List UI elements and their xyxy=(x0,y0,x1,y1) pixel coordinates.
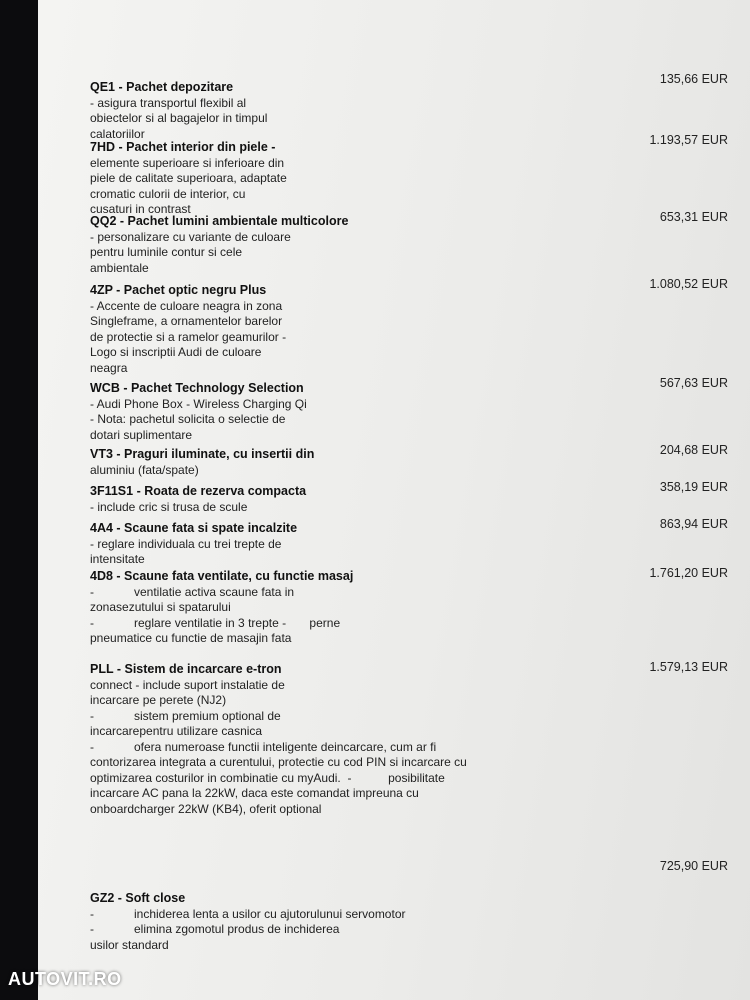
option-description: incarcare pe perete (NJ2) xyxy=(90,693,227,707)
option-description: - sistem premium optional de xyxy=(90,708,281,723)
option-description: ambientale xyxy=(90,260,149,275)
document-page xyxy=(38,0,750,1000)
option-price: 653,31 EUR xyxy=(659,210,728,224)
option-description: incarcare AC pana la 22kW, daca este comandat impreuna cu xyxy=(90,786,419,800)
option-description: Logo si inscriptii Audi de culoare xyxy=(90,345,262,359)
option-description: incarcarepentru utilizare casnica xyxy=(90,724,263,738)
option-description: pentru luminile contur si cele xyxy=(90,245,243,259)
option-price: 1.761,20 EUR xyxy=(649,566,728,580)
option-description: - ofera numeroase functii inteligente deincarcare, cum ar fi xyxy=(90,739,437,754)
option-description: piele de calitate superioara, adaptate xyxy=(90,171,287,185)
option-description: cusaturi in contrast xyxy=(90,202,191,216)
option-description: dotari suplimentare xyxy=(90,427,193,442)
option-title: QQ2 - Pachet lumini ambientale multicolore xyxy=(90,214,349,228)
option-title: 4A4 - Scaune fata si spate incalzite xyxy=(90,521,298,535)
option-item-3f11s1 xyxy=(90,484,490,515)
option-item-vt3 xyxy=(90,447,490,478)
option-title: WCB - Pachet Technology Selection xyxy=(90,381,304,395)
option-price: 1.579,13 EUR xyxy=(649,660,728,674)
option-description: - Nota: pachetul solicita o selectie de xyxy=(90,412,286,426)
option-item-pll xyxy=(90,662,490,817)
option-item-gz2 xyxy=(90,891,490,953)
option-description: neagra xyxy=(90,360,128,375)
option-description: aluminiu (fata/spate) xyxy=(90,462,199,477)
option-description: contorizarea integrata a curentului, protectie cu cod PIN si incarcare cu xyxy=(90,755,467,769)
option-description: - ventilatie activa scaune fata in xyxy=(90,584,295,599)
option-title: QE1 - Pachet depozitare xyxy=(90,80,234,94)
option-price: 725,90 EUR xyxy=(659,859,728,873)
option-price: 358,19 EUR xyxy=(659,480,728,494)
option-item-4zp xyxy=(90,283,490,376)
option-title: 7HD - Pachet interior din piele - xyxy=(90,140,276,154)
option-description: zonasezutului si spatarului xyxy=(90,600,231,614)
option-description: - reglare ventilatie in 3 trepte - perne xyxy=(90,615,341,630)
option-title: 4ZP - Pachet optic negru Plus xyxy=(90,283,267,297)
option-item-qq2 xyxy=(90,214,490,276)
option-price: 567,63 EUR xyxy=(659,376,728,390)
option-item-4d8 xyxy=(90,569,490,647)
option-description: - reglare individuala cu trei trepte de xyxy=(90,536,282,551)
option-description: - elimina zgomotul produs de inchiderea xyxy=(90,922,340,936)
option-price: 1.080,52 EUR xyxy=(649,277,728,291)
option-price: 863,94 EUR xyxy=(659,517,728,531)
option-description: usilor standard xyxy=(90,937,169,952)
option-description: elemente superioare si inferioare din xyxy=(90,155,285,170)
option-title: GZ2 - Soft close xyxy=(90,891,186,905)
option-description: - inchiderea lenta a usilor cu ajutorulunui servomotor xyxy=(90,906,406,921)
autovit-watermark-logo: AUTOVIT.RO xyxy=(8,969,122,989)
option-price: 204,68 EUR xyxy=(659,443,728,457)
option-description: de protectie si a ramelor geamurilor - xyxy=(90,329,287,344)
option-item-qe1 xyxy=(90,80,490,142)
option-description: - asigura transportul flexibil al xyxy=(90,95,247,110)
option-price: 1.193,57 EUR xyxy=(649,133,728,147)
option-description: - personalizare cu variante de culoare xyxy=(90,229,291,244)
option-price: 135,66 EUR xyxy=(659,72,728,86)
option-description: connect - include suport instalatie de xyxy=(90,677,285,692)
option-description: onboardcharger 22kW (KB4), oferit optional xyxy=(90,801,322,816)
option-description: - Accente de culoare neagra in zona xyxy=(90,298,283,313)
option-title: VT3 - Praguri iluminate, cu insertii din xyxy=(90,447,315,461)
option-description: Singleframe, a ornamentelor barelor xyxy=(90,314,283,328)
option-title: 4D8 - Scaune fata ventilate, cu functie masaj xyxy=(90,569,354,583)
option-description: intensitate xyxy=(90,552,145,566)
option-item-wcb xyxy=(90,381,490,443)
option-item-7hd xyxy=(90,140,490,218)
option-description: - include cric si trusa de scule xyxy=(90,499,248,514)
option-item-4a4 xyxy=(90,521,490,568)
option-description: calatoriilor xyxy=(90,126,145,141)
option-description: obiectelor si al bagajelor in timpul xyxy=(90,111,268,125)
option-description: pneumatice cu functie de masajin fata xyxy=(90,631,292,645)
option-description: cromatic culorii de interior, cu xyxy=(90,186,246,201)
option-description: optimizarea costurilor in combinatie cu myAudi. - posibilitate xyxy=(90,770,445,785)
option-title: PLL - Sistem de incarcare e-tron xyxy=(90,662,282,676)
option-description: - Audi Phone Box - Wireless Charging Qi xyxy=(90,396,307,411)
option-title: 3F11S1 - Roata de rezerva compacta xyxy=(90,484,307,498)
